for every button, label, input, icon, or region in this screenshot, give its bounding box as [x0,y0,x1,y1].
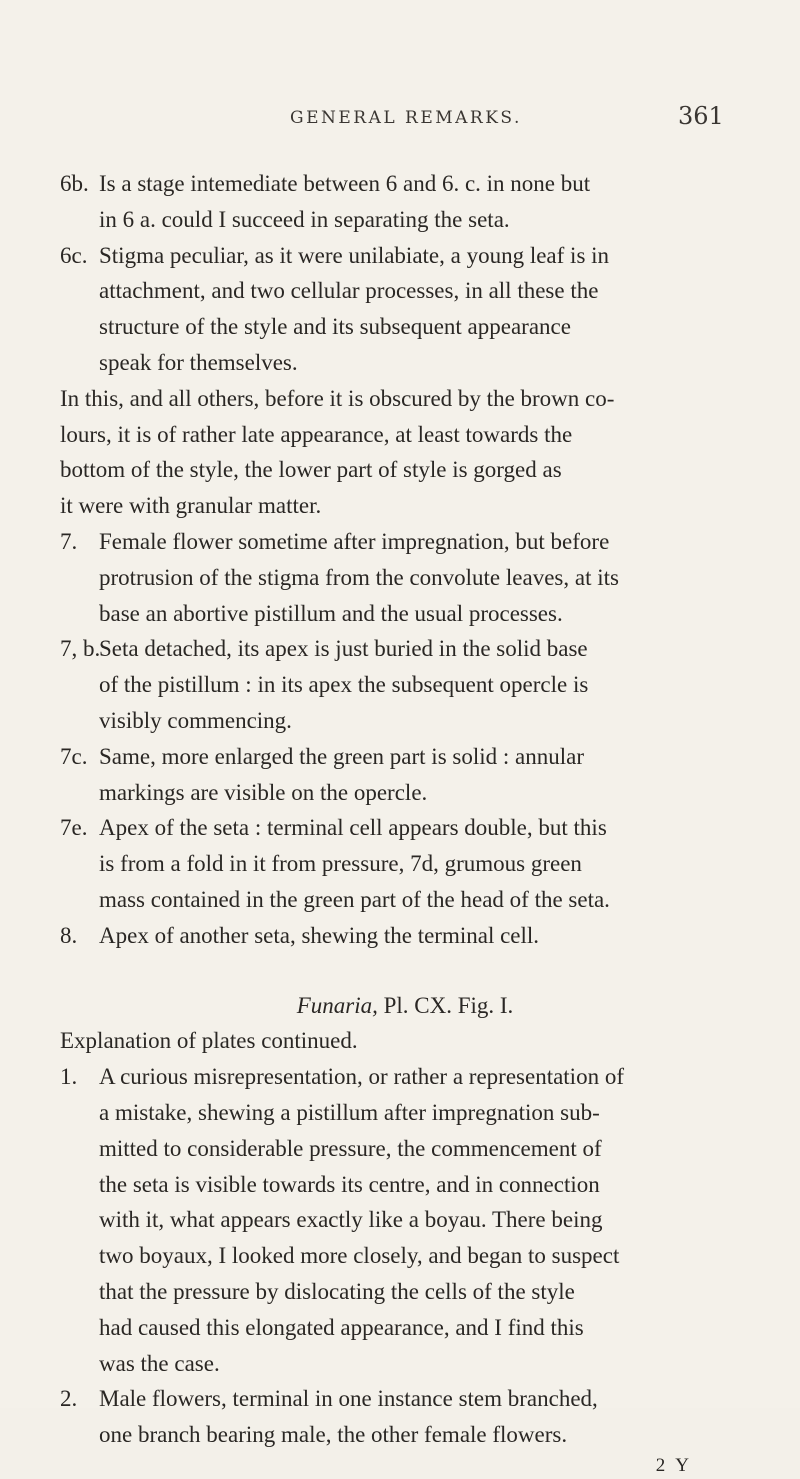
entry-line: the seta is visible towards its centre, and in connection [99,1171,600,1197]
entry-line: in 6 a. could I succeed in separating the seta. [99,206,510,232]
entry-label: 2. [60,1386,78,1412]
entry-7 [60,524,750,631]
entry-line: mitted to considerable pressure, the commencement of [99,1135,602,1161]
entry-line: Male flowers, terminal in one instance stem branched, [99,1386,598,1412]
entry-label: 8. [60,922,78,948]
entry-6b [60,166,750,238]
signature-mark: 2 Y [655,1454,692,1476]
section-gap [60,954,750,988]
entry-7b [60,631,750,738]
entry-label: 6c. [60,242,88,268]
entry-line: Apex of the seta : terminal cell appears double, but this [99,815,607,841]
entry-label: 7e. [60,815,88,841]
entry-8 [60,918,750,954]
entry-line: mass contained in the green part of the head of the seta. [99,886,610,912]
entry-line: markings are visible on the opercle. [99,779,428,805]
section-title [60,988,750,1024]
entry-line: attachment, and two cellular processes, in all these the [99,278,599,304]
entry-line: speak for themselves. [99,349,298,375]
page-body [60,166,750,1479]
entry-line: Seta detached, its apex is just buried in the solid base [99,636,588,662]
entry-line: A curious misrepresentation, or rather a representation of [99,1064,624,1090]
entry-line: base an abortive pistillum and the usual processes. [99,600,563,626]
entry-line: two boyaux, I looked more closely, and began to suspect [99,1243,620,1269]
entry-line: Is a stage intemediate between 6 and 6. c. in none but [99,171,591,196]
entry-line: protrusion of the stigma from the convolute leaves, at its [99,564,619,590]
running-head: GENERAL REMARKS. [290,108,522,128]
page-header [0,102,800,138]
entry-line: had caused this elongated appearance, and I find this [99,1314,584,1340]
entry-7e [60,810,750,917]
entry-label: 7, b. [60,636,101,662]
entry-line: visibly commencing. [99,707,292,733]
para-line: lours, it is of rather late appearance, at least towards the [60,421,573,447]
entry-line: Same, more enlarged the green part is solid : annular [99,743,584,769]
section-plate: Pl. CX. Fig. I. [383,992,514,1018]
note-paragraph [60,381,750,524]
entry-line: one branch bearing male, the other female flowers. [99,1422,568,1448]
section-genus: Funaria, [296,992,378,1018]
section-subhead: Explanation of plates continued. [60,1028,358,1054]
page-number: 361 [678,102,724,130]
entry-line: Apex of another seta, shewing the terminal cell. [99,922,540,948]
entry-line: a mistake, shewing a pistillum after impregnation sub- [99,1099,600,1125]
entry-label: 6b. [60,171,89,196]
entry-line: structure of the style and its subsequent appearance [99,314,571,340]
entry-label: 7. [60,528,78,554]
entry-line: that the pressure by dislocating the cells of the style [99,1278,575,1304]
entry-line: Female flower sometime after impregnation, but before [99,528,610,554]
entry-6c [60,238,750,381]
entry-label: 7c. [60,743,88,769]
entry-label: 1. [60,1064,78,1090]
entry-1 [60,1059,750,1381]
para-line: In this, and all others, before it is obscured by the brown co- [60,385,615,411]
entry-line: with it, what appears exactly like a boyau. There being [99,1207,603,1233]
entry-2 [60,1381,750,1453]
para-line: it were with granular matter. [60,493,322,519]
entry-line: of the pistillum : in its apex the subsequent opercle is [99,672,589,698]
entry-line: is from a fold in it from pressure, 7d, grumous green [99,851,582,877]
entry-line: was the case. [99,1350,220,1376]
para-line: bottom of the style, the lower part of style is gorged as [60,457,562,483]
entry-7c [60,739,750,811]
entry-line: Stigma peculiar, as it were unilabiate, a young leaf is in [99,242,610,268]
